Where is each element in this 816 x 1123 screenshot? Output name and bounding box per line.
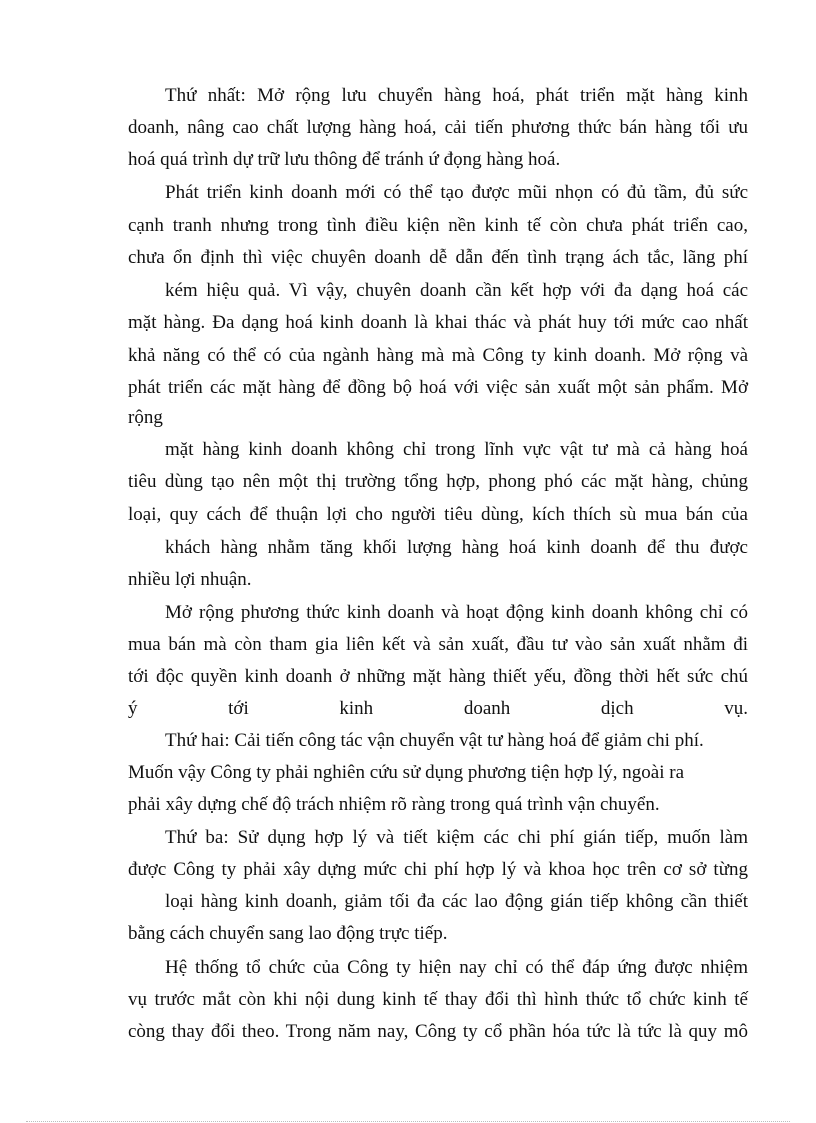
text-line: tiêu dùng tạo nên một thị trường tổng hợp, phong phó các mặt hàng, chủng <box>128 471 748 492</box>
text-line: nhiều lợi nhuận. <box>128 569 252 590</box>
text-line: Phát triển kinh doanh mới có thể tạo được mũi nhọn có đủ tầm, đủ sức <box>165 182 748 203</box>
text-line: còng thay đổi theo. Trong năm nay, Công ty cổ phần hóa tức là tức là quy mô <box>128 1021 748 1042</box>
text-line: chưa ổn định thì việc chuyên doanh dễ dẫn đến tình trạng ách tắc, lãng phí <box>128 247 748 268</box>
text-line: được Công ty phải xây dựng mức chi phí hợp lý và khoa học trên cơ sở từng <box>128 859 748 880</box>
text-line: loại hàng kinh doanh, giảm tối đa các lao động gián tiếp không cần thiết <box>165 891 748 912</box>
text-line: Muốn vậy Công ty phải nghiên cứu sử dụng phương tiện hợp lý, ngoài ra <box>128 762 685 783</box>
text-line: khả năng có thể có của ngành hàng mà mà Công ty kinh doanh. Mở rộng và <box>128 345 748 366</box>
text-line: Hệ thống tổ chức của Công ty hiện nay chỉ có thể đáp ứng được nhiệm <box>165 957 748 978</box>
text-line: vụ trước mắt còn khi nội dung kinh tế thay đổi thì hình thức tổ chức kinh tế <box>128 989 748 1010</box>
text-line: Mở rộng phương thức kinh doanh và hoạt động kinh doanh không chỉ có <box>165 602 748 623</box>
text-line: Thứ hai: Cải tiến công tác vận chuyển vật tư hàng hoá để giảm chi phí. <box>165 730 704 751</box>
text-line: mặt hàng. Đa dạng hoá kinh doanh là khai thác và phát huy tới mức cao nhất <box>128 312 748 333</box>
text-line: ý tới kinh doanh dịch vụ. <box>128 698 748 719</box>
text-line: cạnh tranh nhưng trong tình điều kiện nền kinh tế còn chưa phát triển cao, <box>128 215 748 236</box>
text-line: doanh, nâng cao chất lượng hàng hoá, cải tiến phương thức bán hàng tối ưu <box>128 117 748 138</box>
text-line: loại, quy cách để thuận lợi cho người tiêu dùng, kích thích sù mua bán của <box>128 504 748 525</box>
text-line: rộng <box>128 407 163 428</box>
text-line: hoá quá trình dự trữ lưu thông để tránh ứ đọng hàng hoá. <box>128 149 561 170</box>
text-line: kém hiệu quả. Vì vậy, chuyên doanh cần kết hợp với đa dạng hoá các <box>165 280 748 301</box>
text-line: Thứ nhất: Mở rộng lưu chuyển hàng hoá, phát triển mặt hàng kinh <box>165 85 748 106</box>
text-line: Thứ ba: Sử dụng hợp lý và tiết kiệm các chi phí gián tiếp, muốn làm <box>165 827 748 848</box>
text-line: bằng cách chuyển sang lao động trực tiếp. <box>128 923 448 944</box>
page-bottom-border <box>26 1121 790 1122</box>
text-line: phải xây dựng chế độ trách nhiệm rõ ràng trong quá trình vận chuyển. <box>128 794 660 815</box>
text-line: khách hàng nhằm tăng khối lượng hàng hoá kinh doanh để thu được <box>165 537 748 558</box>
text-line: tới độc quyền kinh doanh ở những mặt hàng thiết yếu, đồng thời hết sức chú <box>128 666 748 687</box>
text-line: phát triển các mặt hàng để đồng bộ hoá với việc sản xuất một sản phẩm. Mở <box>128 377 748 398</box>
text-line: mặt hàng kinh doanh không chỉ trong lĩnh vực vật tư mà cả hàng hoá <box>165 439 748 460</box>
text-line: mua bán mà còn tham gia liên kết và sản xuất, đầu tư vào sản xuất nhằm đi <box>128 634 748 655</box>
